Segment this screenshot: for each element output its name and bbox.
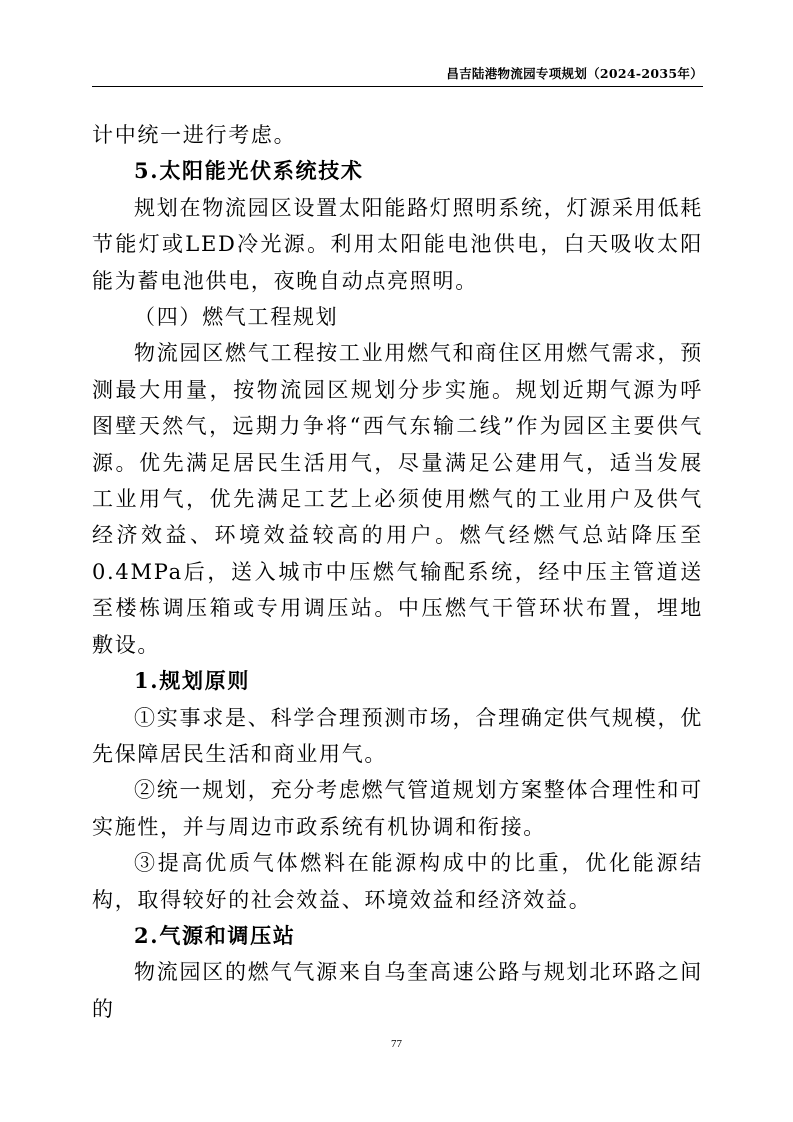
paragraph-gas-source: 物流园区的燃气气源来自乌奎高速公路与规划北环路之间的 (92, 960, 703, 1021)
section-heading-gas: （四）燃气工程规划 (134, 305, 339, 330)
heading-principles: 1.规划原则 (134, 668, 251, 694)
list-item-principle-1: ①实事求是、科学合理预测市场，合理确定供气规模，优先保障居民生活和商业用气。 (92, 705, 703, 766)
list-item-principle-2: ②统一规划，充分考虑燃气管道规划方案整体合理性和可实施性，并与周边市政系统有机协调和衔接。 (92, 778, 703, 839)
heading-gas-source: 2.气源和调压站 (134, 922, 296, 948)
heading-solar-pv: 5.太阳能光伏系统技术 (134, 158, 364, 184)
paragraph-solar-pv: 规划在物流园区设置太阳能路灯照明系统，灯源采用低耗节能灯或LED冷光源。利用太阳能电池供电，白天吸收太阳能为蓄电池供电，夜晚自动点亮照明。 (92, 195, 703, 293)
paragraph-continuation: 计中统一进行考虑。 (92, 123, 297, 147)
running-header: 昌吉陆港物流园专项规划（2024-2035年） (446, 66, 703, 81)
body-text (92, 117, 703, 1027)
paragraph-gas: 物流园区燃气工程按工业用燃气和商住区用燃气需求，预测最大用量，按物流园区规划分步实施。规划近期气源为呼图壁天然气，远期力争将“西气东输二线”作为园区主要供气源。优先满足居民生活用气，尽量满足公建用气，适当发展工业用气，优先满足工艺上必须使用燃气的工业用户及供气经济效益、环境效益较高的用户。燃气经燃气总站降压至0.4MPa后，送入城市中压燃气输配系统，经中压主管道送至楼栋调压箱或专用调压站。中压燃气干管环状布置，埋地敷设。 (92, 341, 703, 657)
list-item-principle-3: ③提高优质气体燃料在能源构成中的比重，优化能源结构，取得较好的社会效益、环境效益和经济效益。 (92, 851, 703, 912)
page-number: 77 (391, 1038, 402, 1050)
header-rule (92, 86, 703, 87)
